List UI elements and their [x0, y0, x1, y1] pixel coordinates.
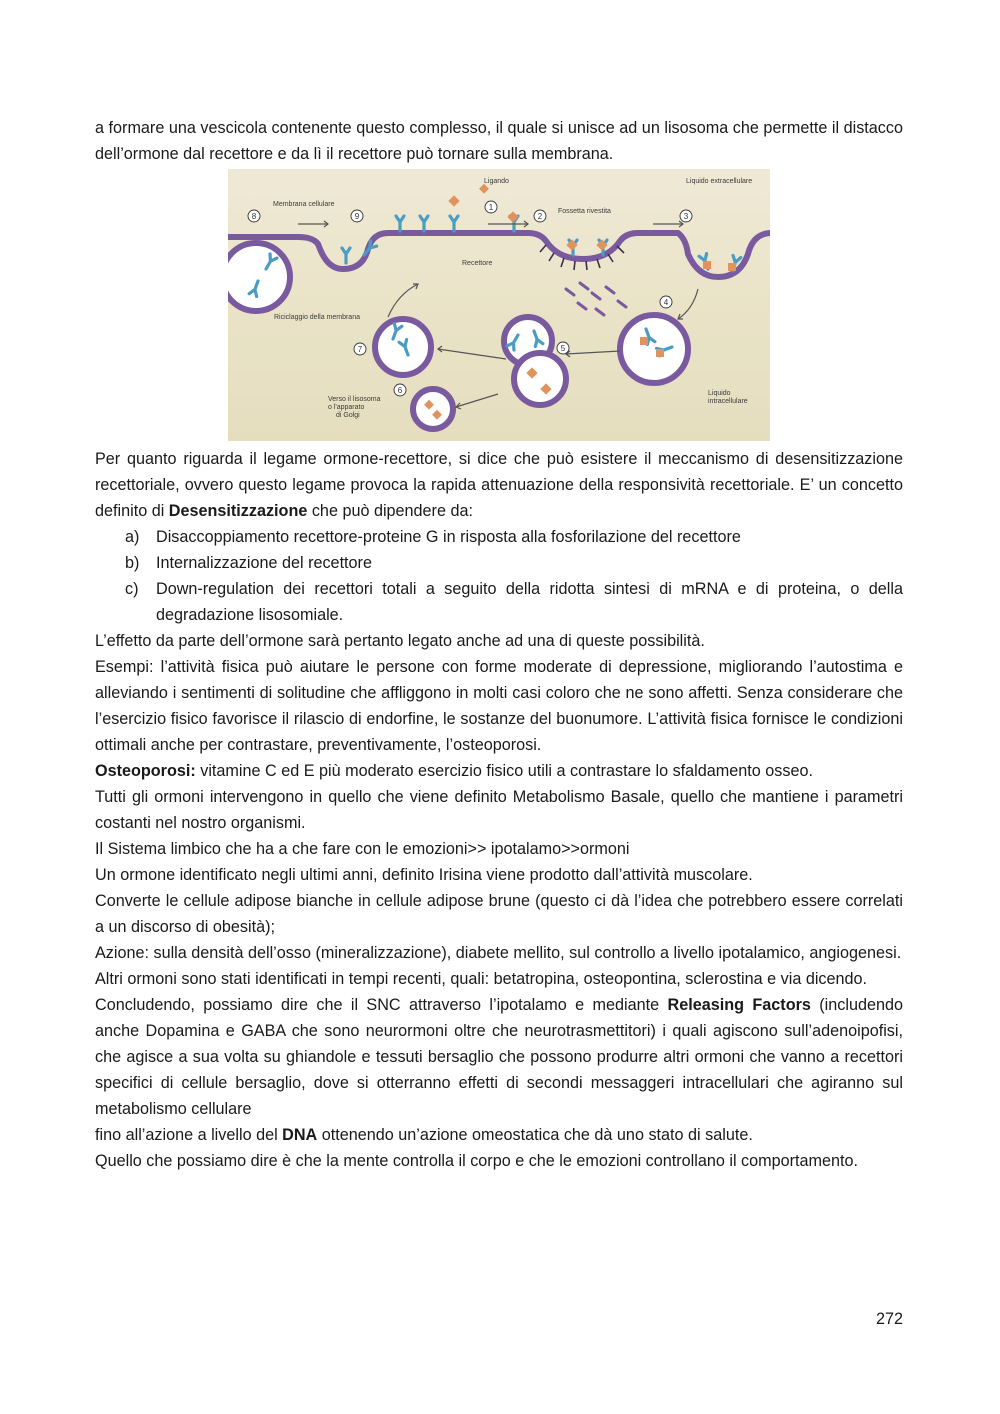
- paragraph-irisina: Un ormone identificato negli ultimi anni, definito Irisina viene prodotto dall’attività muscolare.: [95, 866, 753, 884]
- step-7: 7: [357, 345, 363, 354]
- desensitization-list: [95, 524, 903, 628]
- paragraph-altri-ormoni: Altri ormoni sono stati identificati in tempi recenti, quali: betatropina, osteopontina, sclerostina e via dicendo.: [95, 970, 868, 988]
- paragraph-legame: Per quanto riguarda il legame ormone-recettore, si dice che può esistere il meccanismo di desensitizzazione recettoriale, ovvero questo legame provoca la rapida attenuazione della responsività recettoriale. E’ un concetto definito di Desensitizzazione che può dipendere da:: [95, 450, 903, 520]
- paragraph-converte: Converte le cellule adipose bianche in cellule adipose brune (questo ci dà l’idea che potrebbero essere correlati a un discorso di obesità);: [95, 892, 903, 936]
- paragraph-concludendo: Concludendo, possiamo dire che il SNC attraverso l’ipotalamo e mediante Releasing Factors (includendo anche Dopamina e GABA che sono neurormoni oltre che neurotrasmettitori) i quali agiscono sull’adenoipofisi, che agisce a sua volta su ghiandole e tessuti bersaglio che possono produrre altri ormoni che vanno a recettori specifici di cellule bersaglio, dove si otterranno effetti di secondi messaggeri intracellulari che agiranno sul metabolismo cellulare: [95, 996, 903, 1118]
- list-item: c) Down-regulation dei recettori totali a seguito della ridotta sintesi di mRNA e di proteina, o della degradazione lisosomiale.: [125, 580, 903, 624]
- paragraph-dna: fino all’azione a livello del DNA ottenendo un’azione omeostatica che dà uno stato di salute.: [95, 1126, 753, 1144]
- paragraph-effetto: L’effetto da parte dell’ormone sarà pertanto legato anche ad una di queste possibilità.: [95, 632, 705, 650]
- label-lisosoma-1: Verso il lisosoma: [328, 396, 381, 403]
- intro-paragraph: a formare una vescicola contenente questo complesso, il quale si unisce ad un lisosoma che permette il distacco dell’ormone dal recettore e da lì il recettore può tornare sulla membrana.: [95, 119, 903, 163]
- term-osteoporosi: Osteoporosi:: [95, 762, 196, 780]
- step-3: 3: [683, 212, 689, 221]
- paragraph-final: Quello che possiamo dire è che la mente controlla il corpo e che le emozioni controllano il comportamento.: [95, 1152, 859, 1170]
- label-membrana: Membrana cellulare: [273, 201, 335, 208]
- page-number: 272: [875, 1310, 903, 1328]
- paragraph-osteoporosi: Osteoporosi: vitamine C ed E più moderato esercizio fisico utili a contrastare lo sfaldamento osseo.: [95, 762, 813, 780]
- step-9: 9: [354, 212, 360, 221]
- step-1: 1: [488, 203, 494, 212]
- label-recettore: Recettore: [462, 260, 493, 267]
- step-6: 6: [397, 386, 403, 395]
- list-item: b) Internalizzazione del recettore: [125, 554, 372, 572]
- paragraph-limbico: Il Sistema limbico che ha a che fare con le emozioni>> ipotalamo>>ormoni: [95, 840, 630, 858]
- label-liquido-intra-1: Liquido: [708, 390, 731, 397]
- step-4: 4: [663, 298, 669, 307]
- paragraph-azione: Azione: sulla densità dell’osso (mineralizzazione), diabete mellito, sul controllo a livello ipotalamico, angiogenesi.: [95, 944, 902, 962]
- paragraph-metabolismo: Tutti gli ormoni intervengono in quello che viene definito Metabolismo Basale, quello che mantiene i parametri costanti nel nostro organismi.: [95, 788, 903, 832]
- label-ligando: Ligando: [484, 178, 509, 185]
- label-riciclaggio: Riciclaggio della membrana: [274, 314, 360, 321]
- step-5: 5: [560, 344, 566, 353]
- document-page: [95, 115, 903, 1174]
- term-dna: DNA: [282, 1126, 318, 1144]
- label-lisosoma-3: di Golgi: [336, 412, 360, 419]
- step-2: 2: [537, 212, 543, 221]
- paragraph-esempi: Esempi: l’attività fisica può aiutare le persone con forme moderate di depressione, migliorando l’autostima e alleviando i sentimenti di solitudine che affliggono in molti casi coloro che ne sono affetti. Senza considerare che l’esercizio fisico favorisce il rilascio di endorfine, le sostanze del buonumore. L’attività fisica fornisce le condizioni ottimali anche per contrastare, preventivamente, l’osteoporosi.: [95, 658, 903, 754]
- label-fossetta: Fossetta rivestita: [558, 208, 611, 215]
- term-releasing-factors: Releasing Factors: [667, 996, 811, 1014]
- label-lisosoma-2: o l'apparato: [328, 404, 365, 411]
- list-item: a) Disaccoppiamento recettore-proteine G in risposta alla fosforilazione del recettore: [125, 528, 741, 546]
- label-liquido-intra-2: intracellulare: [708, 398, 748, 405]
- term-desensitizzazione: Desensitizzazione: [168, 502, 308, 520]
- label-liquido-extra: Liquido extracellulare: [686, 178, 753, 185]
- receptor-endocytosis-figure: [228, 169, 770, 441]
- step-8: 8: [251, 212, 257, 221]
